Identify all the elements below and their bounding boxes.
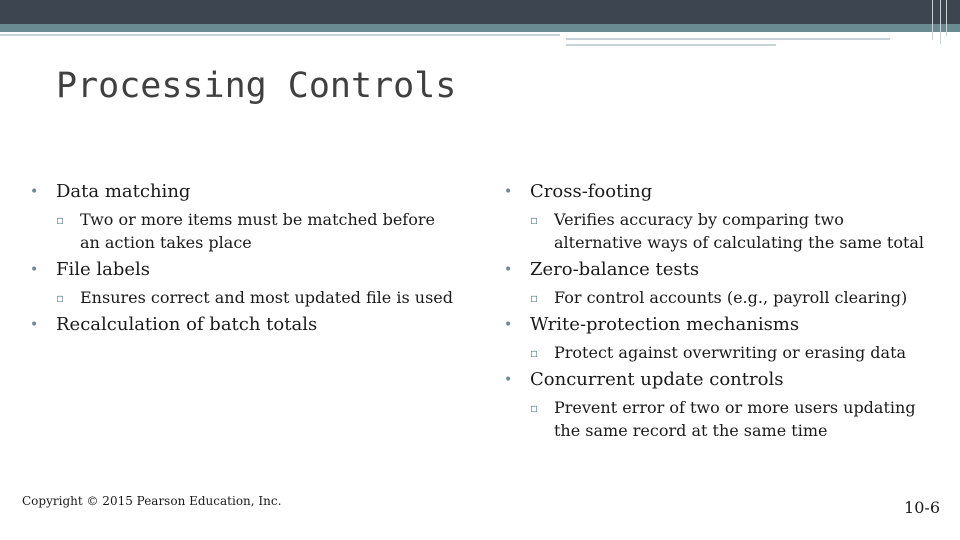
square-bullet-icon: ▫ [530,291,539,305]
square-bullet-icon: ▫ [56,213,65,227]
bullet-text: Zero-balance tests [530,259,700,280]
copyright-footer: Copyright © 2015 Pearson Education, Inc. [22,494,282,508]
accent-bar [0,24,960,32]
top-header-bar [0,0,960,24]
decor-line [932,0,933,40]
slide-title: Processing Controls [56,66,457,106]
sub-bullet-item [502,208,932,254]
bullet-marker-icon: • [30,317,39,333]
bullet-text: File labels [56,259,151,280]
bullet-item [28,258,458,282]
right-column [502,180,932,446]
sub-bullet-item [28,286,458,309]
square-bullet-icon: ▫ [530,213,539,227]
sub-bullet-item [502,286,932,309]
decor-line [566,38,890,40]
bullet-item [502,180,932,204]
sub-bullet-text: Protect against overwriting or erasing data [554,343,907,362]
sub-bullet-text: For control accounts (e.g., payroll clearing) [554,288,908,307]
page-number: 10-6 [904,498,940,517]
decor-line [566,44,776,46]
sub-bullet-item [502,396,932,442]
bullet-marker-icon: • [504,317,513,333]
bullet-text: Recalculation of batch totals [56,314,318,335]
sub-bullet-text: Verifies accuracy by comparing two alternative ways of calculating the same total [554,210,925,252]
bullet-marker-icon: • [504,262,513,278]
bullet-text: Cross-footing [530,181,653,202]
bullet-item [502,258,932,282]
bullet-item [502,368,932,392]
sub-bullet-item [502,341,932,364]
bullet-marker-icon: • [504,372,513,388]
bullet-marker-icon: • [30,184,39,200]
right-bullet-list [502,180,932,442]
square-bullet-icon: ▫ [530,346,539,360]
bullet-marker-icon: • [30,262,39,278]
left-column [28,180,458,341]
bullet-item [28,180,458,204]
sub-bullet-item [28,208,458,254]
bullet-text: Concurrent update controls [530,369,784,390]
bullet-item [502,313,932,337]
sub-bullet-text: Ensures correct and most updated file is used [80,288,453,307]
decor-line [940,0,941,44]
sub-bullet-text: Prevent error of two or more users updating the same record at the same time [554,398,916,440]
square-bullet-icon: ▫ [530,401,539,415]
square-bullet-icon: ▫ [56,291,65,305]
left-bullet-list [28,180,458,337]
bullet-marker-icon: • [504,184,513,200]
decor-line [0,34,560,36]
sub-bullet-text: Two or more items must be matched before an action takes place [80,210,435,252]
bullet-text: Data matching [56,181,191,202]
bullet-text: Write-protection mechanisms [530,314,800,335]
decor-line [946,0,947,36]
bullet-item [28,313,458,337]
